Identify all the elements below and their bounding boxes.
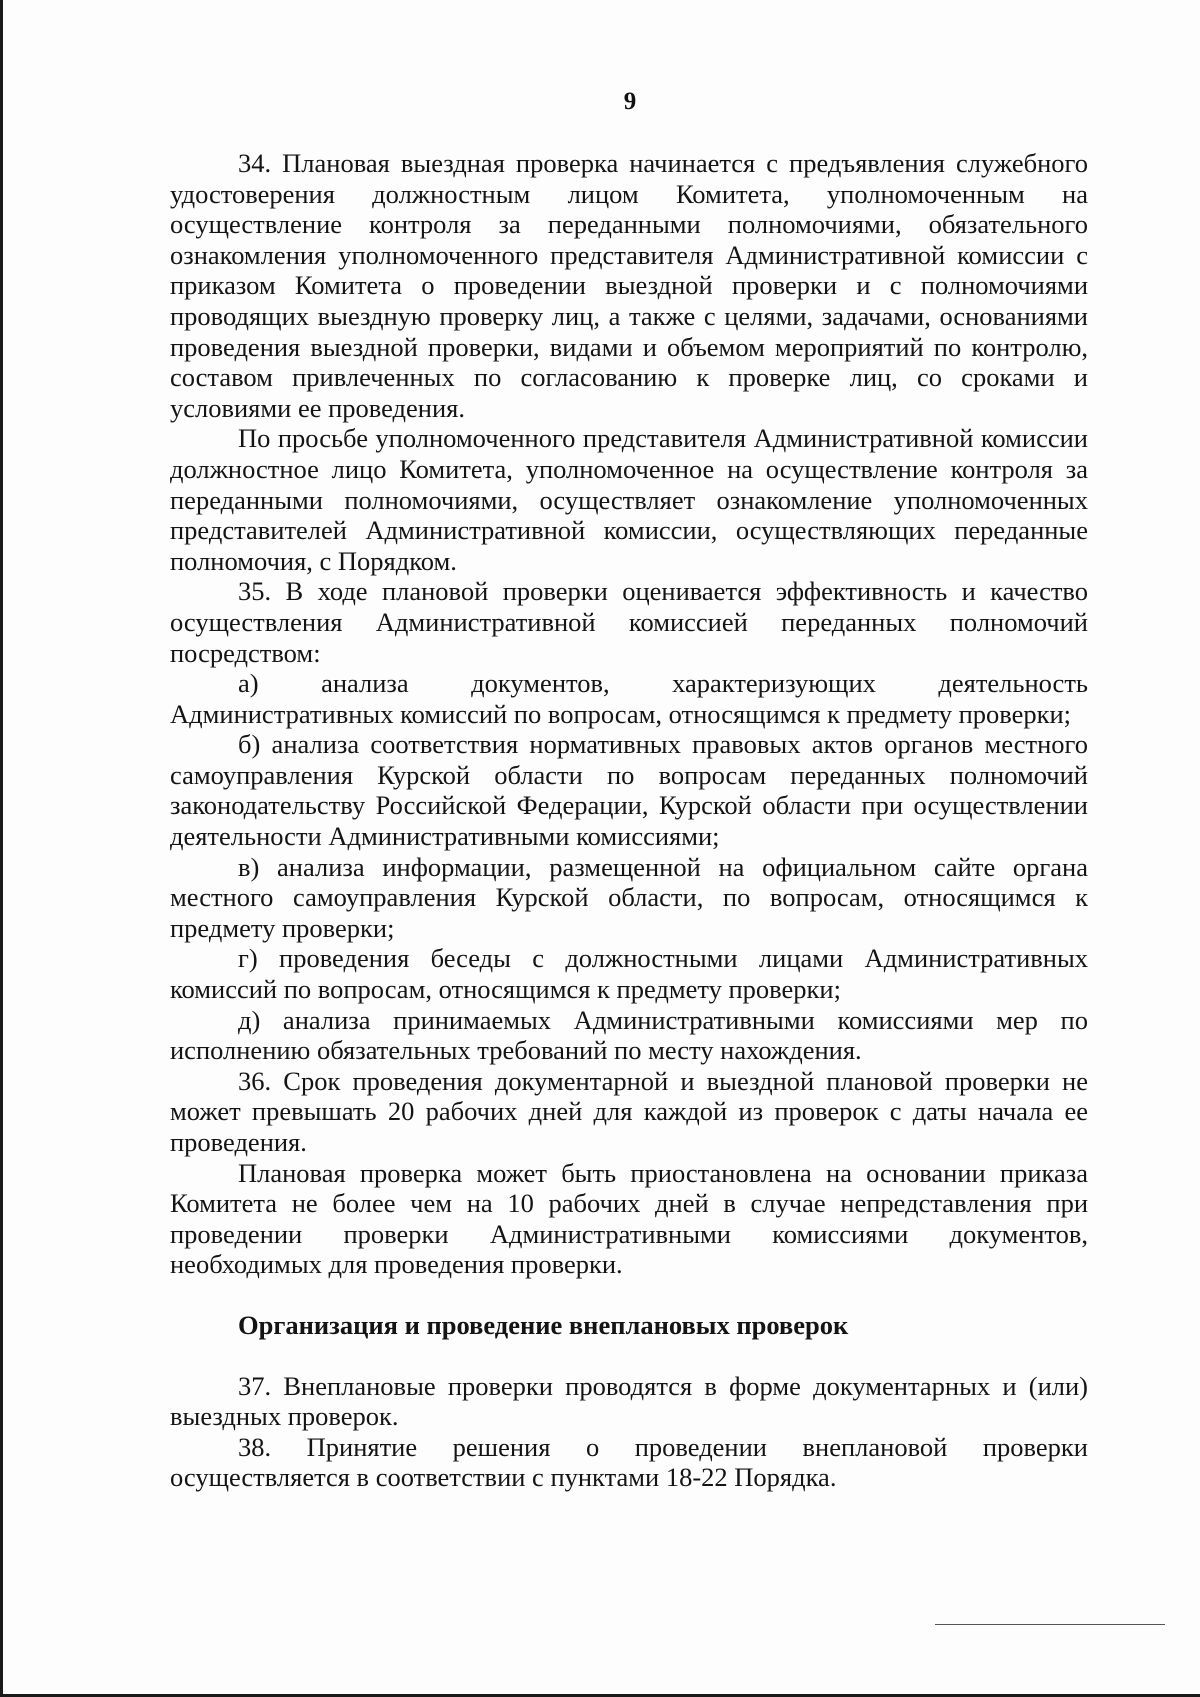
- paragraph-36-suspension: Плановая проверка может быть приостановлена на основании приказа Комитета не более чем на 10 рабочих дней в случае непредставления при проведении проверки Административными комиссиями документов, необходимых для проведения проверки.: [170, 1157, 1088, 1280]
- page-number: 9: [623, 88, 637, 115]
- paragraph-34-request: По просьбе уполномоченного представителя Административной комиссии должностное лицо Комитета, уполномоченное на осуществление контроля за переданными полномочиями, осуществляет ознакомление уполномоченных представителей Административной комиссии, осуществляющих переданные полномочия, с Порядком.: [170, 423, 1088, 576]
- paragraph-35-b: б) анализа соответствия нормативных правовых актов органов местного самоуправления Курской области по вопросам переданных полномочий законодательству Российской Федерации, Курской области при осуществлении деятельности Административными комиссиями;: [170, 729, 1088, 852]
- paragraph-35-a: а) анализа документов, характеризующих деятельность Административных комиссий по вопросам, относящимся к предмету проверки;: [170, 668, 1088, 729]
- footer-rule: [935, 1624, 1165, 1625]
- document-body: [170, 148, 1088, 1493]
- paragraph-35-g: г) проведения беседы с должностными лицами Административных комиссий по вопросам, относящимся к предмету проверки;: [170, 943, 1088, 1005]
- paragraph-37: 37. Внеплановые проверки проводятся в форме документарных и (или) выездных проверок.: [170, 1370, 1088, 1432]
- paragraph-38: 38. Принятие решения о проведении внеплановой проверки осуществляется в соответствии с пунктами 18-22 Порядка.: [170, 1431, 1088, 1493]
- paragraph-36: 36. Срок проведения документарной и выездной плановой проверки не может превышать 20 рабочих дней для каждой из проверок с даты начала ее проведения.: [170, 1065, 1088, 1157]
- paragraph-35-d: д) анализа принимаемых Административными комиссиями мер по исполнению обязательных требований по месту нахождения.: [170, 1004, 1088, 1066]
- section-heading: Организация и проведение внеплановых проверок: [238, 1309, 849, 1340]
- paragraph-35-v: в) анализа информации, размещенной на официальном сайте органа местного самоуправления Курской области, по вопросам, относящимся к предмету проверки;: [170, 851, 1088, 943]
- paragraph-34: 34. Плановая выездная проверка начинается с предъявления служебного удостоверения должностным лицом Комитета, уполномоченным на осуществление контроля за переданными полномочиями, обязательного ознакомления уполномоченного представителя Административной комиссии с приказом Комитета о проведении выездной проверки и с полномочиями проводящих выездную проверку лиц, а также с целями, задачами, основаниями проведения выездной проверки, видами и объемом мероприятий по контролю, составом привлеченных по согласованию к проверке лиц, со сроками и условиями ее проведения.: [170, 148, 1088, 423]
- paragraph-35: 35. В ходе плановой проверки оценивается эффективность и качество осуществления Административной комиссией переданных полномочий посредством:: [170, 576, 1088, 668]
- scan-edge-left: [0, 0, 3, 1697]
